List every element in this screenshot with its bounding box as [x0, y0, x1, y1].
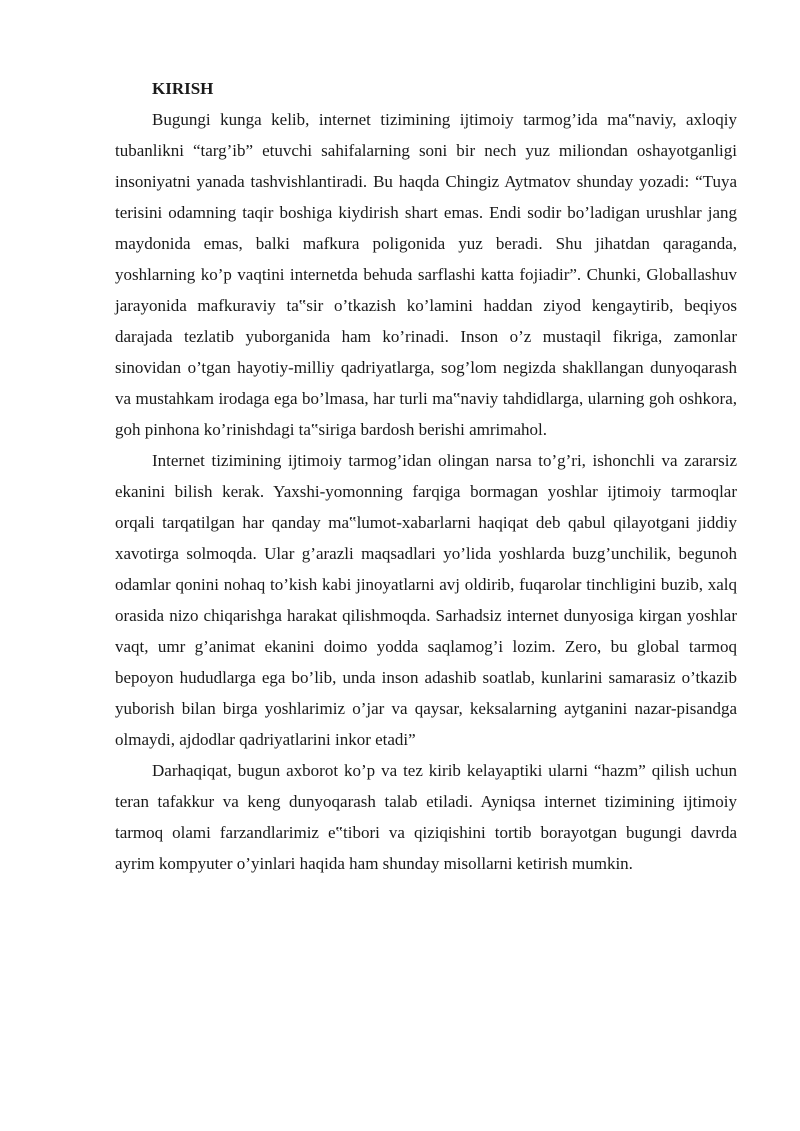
paragraph-3: Darhaqiqat, bugun axborot ko’p va tez kirib kelayaptiki ularni “hazm” qilish uchun teran tafakkur va keng dunyoqarash talab etiladi. Ayniqsa internet tizimining ijtimoiy tarmoq olami farzandlarimiz e‟tibori va qiziqishini tortib borayotgan bugungi davrda ayrim kompyuter o’yinlari haqida ham shunday misollarni ketirish mumkin.	[115, 761, 737, 873]
paragraph-1: Bugungi kunga kelib, internet tizimining ijtimoiy tarmog’ida ma‟naviy, axloqiy tubanlikni “targ’ib” etuvchi sahifalarning soni bir nech yuz miliondan oshayotganligi insoniyatni yanada tashvishlantiradi. Bu haqda Chingiz Aytmatov shunday yozadi: “Tuya terisini odamning taqir boshiga kiydirish shart emas. Endi sodir bo’ladigan urushlar jang maydonida emas, balki mafkura poligonida yuz beradi. Shu jihatdan qaraganda, yoshlarning ko’p vaqtini internetda behuda sarflashi katta fojiadir”. Chunki, Globallashuv jarayonida mafkuraviy ta‟sir o’tkazish ko’lamini haddan ziyod kengaytirib, beqiyos darajada tezlatib yuborganida ham ko’rinadi. Inson o’z mustaqil fikriga, zamonlar sinovidan o’tgan hayotiy-milliy qadriyatlarga, sog’lom negizda shakllangan dunyoqarash va mustahkam irodaga ega bo’lmasa, har turli ma‟naviy tahdidlarga, ularning goh oshkora, goh pinhona ko’rinishdagi ta‟siriga bardosh berishi amrimahol.	[115, 110, 737, 439]
document-page	[115, 70, 737, 879]
section-heading: KIRISH	[152, 79, 214, 98]
paragraph-2: Internet tizimining ijtimoiy tarmog’idan olingan narsa to’g’ri, ishonchli va zararsiz ekanini bilish kerak. Yaxshi-yomonning farqiga bormagan yoshlar ijtimoiy tarmoqlar orqali tarqatilgan har qanday ma‟lumot-xabarlarni haqiqat deb qabul qilayotgani jiddiy xavotirga solmoqda. Ular g’arazli maqsadlari yo’lida yoshlarda buzg’unchilik, begunoh odamlar qonini nohaq to’kish kabi jinoyatlarni avj oldirib, fuqarolar tinchligini buzib, xalq orasida nizo chiqarishga harakat qilishmoqda. Sarhadsiz internet dunyosiga kirgan yoshlar vaqt, umr g’animat ekanini doimo yodda saqlamog’i lozim. Zero, bu global tarmoq bepoyon hududlarga ega bo’lib, unda inson adashib soatlab, kunlarini samarasiz o’tkazib yuborish bilan birga yoshlarimiz o’jar va qaysar, keksalarning aytganini nazar-pisandga olmaydi, ajdodlar qadriyatlarini inkor etadi”	[115, 451, 737, 749]
